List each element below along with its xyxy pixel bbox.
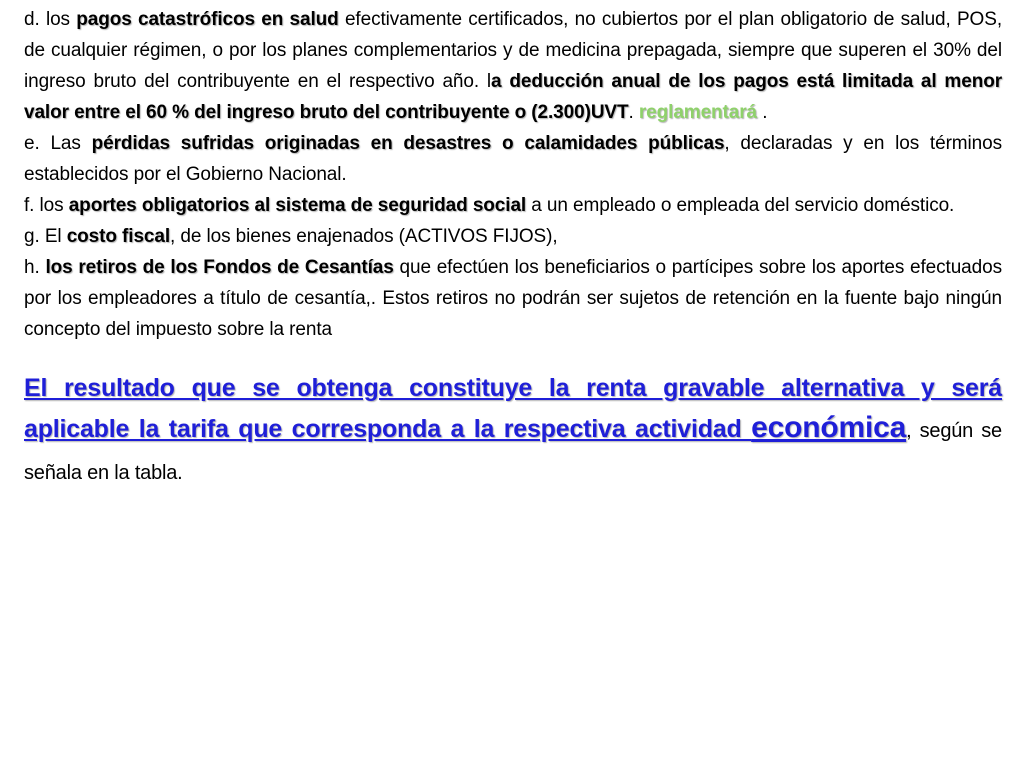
item-h <box>24 252 1002 345</box>
item-e-bold-1: pérdidas sufridas originadas en desastres o calamidades públicas <box>91 133 725 154</box>
item-d-bold-1: pagos catastróficos en salud <box>76 9 339 30</box>
item-d-green-note: reglamentará <box>638 102 758 123</box>
item-e-text-1: e. Las <box>24 133 92 154</box>
item-g <box>24 221 1002 252</box>
item-g-bold-1: costo fiscal <box>66 226 171 247</box>
item-g-text-1: g. El <box>24 226 67 247</box>
conclusion-emphasis-2: económica <box>751 411 907 444</box>
item-f-bold-1: aportes obligatorios al sistema de seguridad social <box>68 195 527 216</box>
item-g-text-2: , de los bienes enajenados (ACTIVOS FIJOS), <box>170 226 558 247</box>
item-f <box>24 190 1002 221</box>
conclusion-emphasis-1: El resultado que se obtenga constituye la renta gravable alternativa y será aplicable la tarifa que corresponda a la respectiva actividad <box>24 374 1002 443</box>
item-d-text-4: . <box>757 102 768 123</box>
item-e-text-2: , declaradas y en los términos establecidos por el Gobierno Nacional. <box>24 133 1002 185</box>
item-h-text-2: que efectúen los beneficiarios o partícipes sobre los aportes efectuados por los empleadores a título de cesantía,. Estos retiros no podrán ser sujetos de retención en la fuente bajo ningún concepto del impuesto sobre la renta <box>24 257 1002 340</box>
item-h-text-1: h. <box>24 257 46 278</box>
item-d-text-3: . <box>628 102 639 123</box>
item-e <box>24 128 1002 190</box>
item-d <box>24 4 1002 128</box>
item-f-text-2: a un empleado o empleada del servicio doméstico. <box>526 195 955 216</box>
item-d-bold-2: a deducción anual de los pagos está limitada al menor valor entre el 60 % del ingreso bruto del contribuyente o (2.300)UVT <box>24 71 1003 123</box>
deductions-list <box>24 4 1002 345</box>
item-d-text-1: d. los <box>24 9 77 30</box>
item-d-text-2: efectivamente certificados, no cubiertos por el plan obligatorio de salud, POS, de cualquier régimen, o por los planes complementarios y de medicina prepagada, siempre que superen el 30% del ingreso bruto del contribuyente en el respectivo año. l <box>24 9 1002 92</box>
item-f-text-1: f. los <box>24 195 69 216</box>
item-h-bold-1: los retiros de los Fondos de Cesantías <box>45 257 394 278</box>
conclusion-paragraph <box>24 368 1002 493</box>
conclusion-tail: , según se señala en la tabla. <box>24 420 1002 484</box>
